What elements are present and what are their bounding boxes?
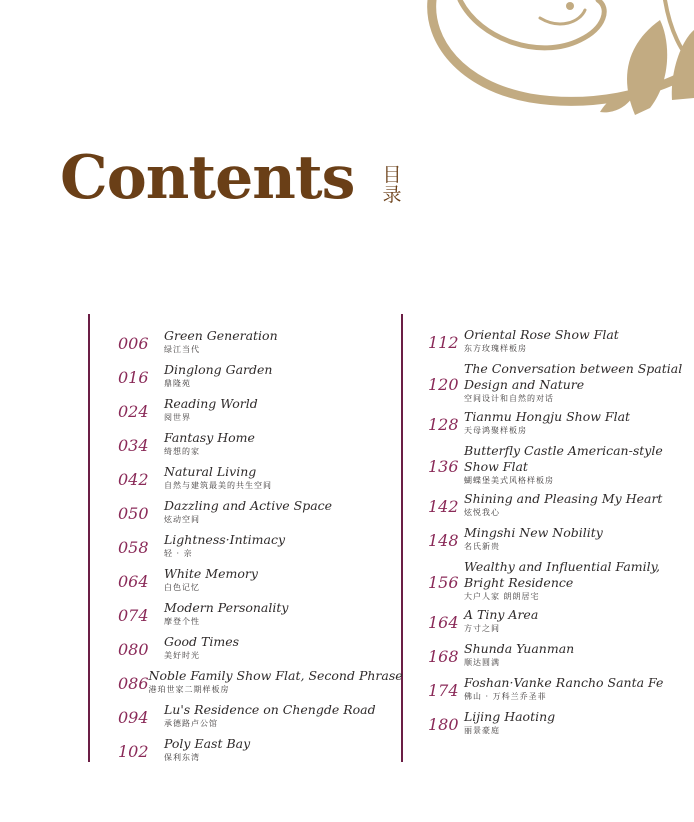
toc-entry-chinese-title: 绮想的家 <box>164 447 200 456</box>
toc-entry-title: Green Generation <box>164 328 278 343</box>
toc-page-number: 128 <box>428 415 459 434</box>
toc-page-number: 024 <box>118 402 149 421</box>
toc-entry-title: Lightness·Intimacy <box>164 532 286 547</box>
toc-entry-title: Mingshi New Nobility <box>464 525 603 540</box>
toc-entry[interactable] <box>428 641 694 675</box>
toc-entry-title: Good Times <box>164 634 240 649</box>
toc-entry-text <box>164 532 400 566</box>
toc-entry[interactable] <box>118 464 400 498</box>
toc-entry-title: Modern Personality <box>164 600 289 615</box>
toc-entry-text <box>464 443 694 491</box>
toc-entry-chinese-title: 轻 · 亲 <box>164 549 193 558</box>
toc-entry-text <box>464 327 694 361</box>
toc-entry-chinese-title: 天母鸿聚样板房 <box>464 426 527 435</box>
toc-entry-title: Foshan·Vanke Rancho Santa Fe <box>464 675 664 690</box>
toc-entry[interactable] <box>118 430 400 464</box>
toc-entry-title: Oriental Rose Show Flat <box>464 327 619 342</box>
toc-page-number: 180 <box>428 715 459 734</box>
toc-entry-text <box>164 362 400 396</box>
toc-column-right <box>428 327 694 743</box>
toc-entry-title: Natural Living <box>164 464 257 479</box>
toc-page-number: 074 <box>118 606 149 625</box>
toc-entry[interactable] <box>428 525 694 559</box>
toc-entry[interactable] <box>118 634 400 668</box>
toc-entry-title: Shining and Pleasing My Heart <box>464 491 663 506</box>
toc-entry-title: Lijing Haoting <box>464 709 556 724</box>
toc-entry-chinese-title: 蝴蝶堡美式风格样板房 <box>464 476 554 485</box>
toc-entry-chinese-title: 名氏新贵 <box>464 542 500 551</box>
toc-entry-chinese-title: 炫悦我心 <box>464 508 500 517</box>
toc-page-number: 102 <box>118 742 149 761</box>
toc-entry[interactable] <box>118 702 400 736</box>
toc-entry-chinese-title: 佛山 · 万科兰乔圣菲 <box>464 692 547 701</box>
toc-entry[interactable] <box>118 668 403 702</box>
toc-entry-text <box>164 702 400 736</box>
toc-entry-title: White Memory <box>164 566 258 581</box>
toc-page-number: 148 <box>428 531 459 550</box>
toc-entry-chinese-title: 炫动空间 <box>164 515 200 524</box>
toc-page-number: 034 <box>118 436 149 455</box>
toc-entry-text <box>164 430 400 464</box>
toc-entry-chinese-title: 承德路卢公馆 <box>164 719 218 728</box>
toc-page-number: 112 <box>428 333 459 352</box>
toc-entry[interactable] <box>428 361 694 409</box>
toc-entry-title: The Conversation between Spatial Design and Nature <box>464 361 683 392</box>
toc-entry-text <box>164 396 400 430</box>
toc-page-number: 156 <box>428 573 459 592</box>
toc-page-number: 064 <box>118 572 149 591</box>
toc-page-number: 120 <box>428 375 459 394</box>
toc-entry-text <box>164 566 400 600</box>
toc-entry-chinese-title: 港珀世家二期样板房 <box>148 685 230 694</box>
toc-entry-title: Butterfly Castle American-style Show Flat <box>464 443 663 474</box>
toc-entry-chinese-title: 保利东湾 <box>164 753 200 762</box>
toc-page-number: 058 <box>118 538 149 557</box>
toc-entry[interactable] <box>118 736 400 770</box>
toc-entry-title: Shunda Yuanman <box>464 641 575 656</box>
toc-entry-chinese-title: 阅世界 <box>164 413 191 422</box>
toc-page-number: 006 <box>118 334 149 353</box>
floral-ornament-icon <box>420 0 694 115</box>
toc-entry-text <box>164 634 400 668</box>
toc-entry-chinese-title: 大户人家 朗朗居宅 <box>464 592 540 601</box>
toc-page-number: 164 <box>428 613 459 632</box>
toc-entry-text <box>464 641 694 675</box>
toc-entry[interactable] <box>428 443 694 491</box>
toc-page-number: 050 <box>118 504 149 523</box>
toc-page-number: 142 <box>428 497 459 516</box>
toc-entry[interactable] <box>428 409 694 443</box>
toc-entry[interactable] <box>428 491 694 525</box>
toc-entry-title: Wealthy and Influential Family, Bright Residence <box>464 559 661 590</box>
toc-entry[interactable] <box>428 675 694 709</box>
toc-entry-chinese-title: 丽景豪庭 <box>464 726 500 735</box>
toc-entry-chinese-title: 摩登个性 <box>164 617 200 626</box>
toc-entry-text <box>464 491 694 525</box>
toc-entry-title: Noble Family Show Flat, Second Phrase <box>148 668 403 683</box>
toc-entry[interactable] <box>428 559 694 607</box>
toc-entry-text <box>464 525 694 559</box>
toc-entry[interactable] <box>118 498 400 532</box>
toc-entry-text <box>464 559 694 607</box>
toc-entry-title: Tianmu Hongju Show Flat <box>464 409 631 424</box>
toc-entry[interactable] <box>428 327 694 361</box>
toc-entry-title: Fantasy Home <box>164 430 255 445</box>
toc-page-number: 094 <box>118 708 149 727</box>
toc-page-number: 174 <box>428 681 459 700</box>
toc-entry-title: Poly East Bay <box>164 736 251 751</box>
toc-entry-chinese-title: 空间设计和自然的对话 <box>464 394 554 403</box>
toc-page-number: 080 <box>118 640 149 659</box>
page-title: Contents <box>60 143 355 213</box>
toc-entry-title: Dinglong Garden <box>164 362 273 377</box>
toc-entry-chinese-title: 顺达圆满 <box>464 658 500 667</box>
toc-page-number: 016 <box>118 368 149 387</box>
toc-entry-text <box>464 361 694 409</box>
toc-entry-text <box>164 464 400 498</box>
toc-entry-text <box>464 607 694 641</box>
toc-entry[interactable] <box>118 396 400 430</box>
toc-entry-text <box>164 328 400 362</box>
toc-entry-title: A Tiny Area <box>464 607 539 622</box>
toc-page-number: 168 <box>428 647 459 666</box>
toc-entry-text <box>464 675 694 709</box>
toc-entry-text <box>464 409 694 443</box>
toc-entry-text <box>164 736 400 770</box>
toc-page-number: 136 <box>428 457 459 476</box>
toc-entry-title: Reading World <box>164 396 258 411</box>
toc-entry-text <box>164 498 400 532</box>
toc-entry[interactable] <box>118 328 400 362</box>
toc-entry[interactable] <box>428 709 694 743</box>
toc-page-number: 086 <box>118 674 149 693</box>
toc-entry-chinese-title: 鼎隆苑 <box>164 379 191 388</box>
toc-entry-text <box>149 668 403 702</box>
toc-entry-chinese-title: 白色记忆 <box>164 583 200 592</box>
toc-entry[interactable] <box>118 566 400 600</box>
toc-entry[interactable] <box>118 362 400 396</box>
toc-entry-chinese-title: 绿江当代 <box>164 345 200 354</box>
toc-entry-title: Dazzling and Active Space <box>164 498 333 513</box>
toc-entry[interactable] <box>118 600 400 634</box>
toc-column-left <box>118 328 403 770</box>
toc-entry[interactable] <box>428 607 694 641</box>
toc-entry-chinese-title: 东方玫瑰样板房 <box>464 344 527 353</box>
column-divider-left <box>88 314 90 762</box>
toc-entry-text <box>164 600 400 634</box>
toc-entry-text <box>464 709 694 743</box>
toc-entry-chinese-title: 美好时光 <box>164 651 200 660</box>
toc-entry-chinese-title: 方寸之间 <box>464 624 500 633</box>
toc-page-number: 042 <box>118 470 149 489</box>
toc-entry[interactable] <box>118 532 400 566</box>
page-title-chinese: 目录 <box>382 164 402 206</box>
toc-entry-chinese-title: 自然与建筑最美的共生空间 <box>164 481 272 490</box>
toc-entry-title: Lu's Residence on Chengde Road <box>164 702 376 717</box>
